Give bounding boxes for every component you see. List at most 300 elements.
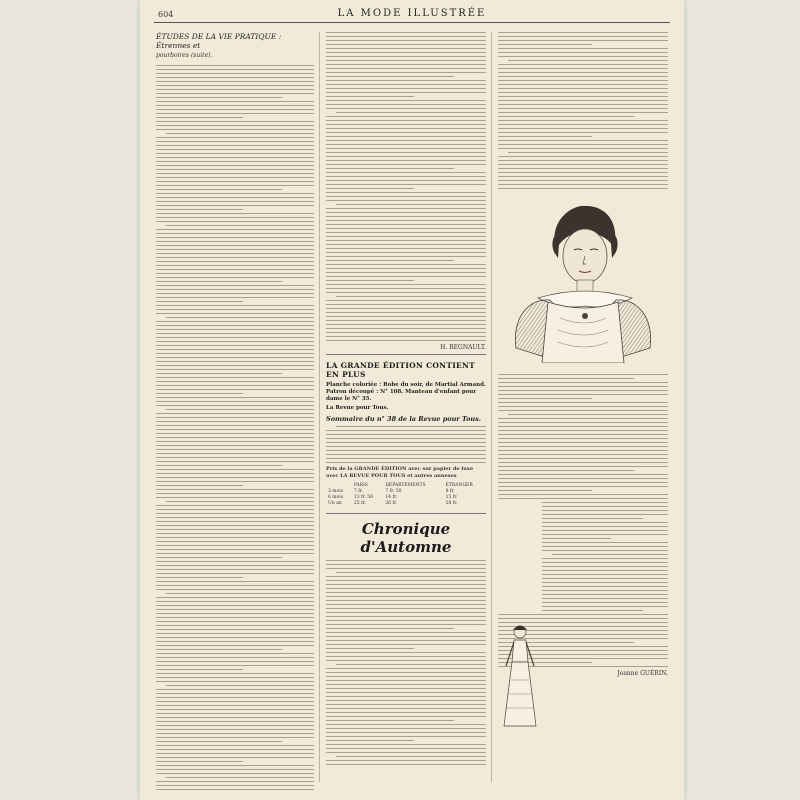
text-line (156, 365, 314, 366)
text-line (156, 377, 314, 378)
text-line (498, 450, 668, 451)
text-line (326, 446, 486, 447)
text-line (166, 685, 314, 686)
text-line (156, 673, 314, 674)
text-line (326, 120, 486, 121)
text-line (326, 188, 414, 189)
text-line (498, 390, 668, 391)
text-line (156, 265, 314, 266)
text-line (498, 486, 668, 487)
sommaire-text (326, 426, 486, 463)
text-line (156, 217, 314, 218)
text-line (498, 88, 668, 89)
text-line (326, 36, 486, 37)
text-line (498, 108, 668, 109)
text-line (326, 100, 486, 101)
text-line (156, 313, 314, 314)
article-subheading: pourboires (suite). (156, 52, 213, 59)
text-line (156, 605, 314, 606)
text-line (156, 185, 314, 186)
text-line (156, 421, 314, 422)
text-line (542, 514, 668, 515)
text-line (326, 616, 486, 617)
price-cell: 3 mois (328, 489, 344, 494)
text-line (498, 112, 668, 113)
text-line (156, 669, 243, 670)
text-line (156, 689, 314, 690)
text-line (166, 225, 314, 226)
text-line (326, 256, 486, 257)
text-line (326, 300, 486, 301)
text-line (326, 744, 486, 745)
text-line (156, 245, 314, 246)
text-line (156, 453, 314, 454)
text-line (156, 541, 314, 542)
text-line (326, 116, 486, 117)
text-line (156, 693, 314, 694)
text-line (156, 201, 314, 202)
text-line (542, 538, 611, 539)
text-line (326, 732, 486, 733)
text-line (326, 332, 486, 333)
text-line (156, 417, 314, 418)
text-line (326, 84, 486, 85)
price-header-cell: DÉPARTEMENTS (385, 483, 426, 488)
sommaire-title: Sommaire du n° 38 de la Revue pour Tous. (326, 415, 482, 423)
page-number: 604 (158, 10, 174, 19)
text-line (156, 105, 314, 106)
text-line (326, 64, 486, 65)
text-line (508, 152, 668, 153)
article-body-text (156, 65, 314, 790)
text-line (498, 180, 668, 181)
text-line (542, 602, 668, 603)
text-line (498, 184, 668, 185)
left-column (156, 32, 314, 793)
text-line (326, 640, 486, 641)
text-line (326, 156, 486, 157)
price-cell: 6 mois (328, 495, 344, 500)
text-line (326, 676, 486, 677)
text-line (326, 458, 486, 459)
text-line (498, 52, 668, 53)
price-cell: 25 fr. (353, 501, 366, 506)
text-line (156, 145, 314, 146)
text-line (156, 89, 314, 90)
text-line (156, 677, 314, 678)
text-line (156, 737, 314, 738)
text-line (326, 596, 486, 597)
text-line (498, 32, 668, 33)
text-line (326, 212, 486, 213)
text-line (156, 761, 243, 762)
text-line (156, 373, 282, 374)
text-line (498, 442, 668, 443)
text-line (156, 425, 314, 426)
text-line (498, 68, 668, 69)
text-line (498, 76, 668, 77)
text-line (156, 585, 314, 586)
text-line (156, 645, 314, 646)
text-line (498, 48, 668, 49)
price-cell: 8 fr. (445, 489, 455, 494)
text-line (156, 385, 314, 386)
text-line (156, 333, 314, 334)
text-line (156, 561, 314, 562)
text-line (326, 180, 486, 181)
text-line (326, 736, 486, 737)
text-line (156, 565, 314, 566)
text-line (156, 309, 314, 310)
text-line (156, 221, 314, 222)
text-line (326, 200, 486, 201)
text-line (156, 445, 314, 446)
text-line (326, 308, 486, 309)
text-line (156, 69, 314, 70)
text-line (156, 401, 314, 402)
text-line (498, 434, 668, 435)
text-line (156, 165, 314, 166)
text-line (156, 589, 314, 590)
text-line (326, 48, 486, 49)
text-line (498, 490, 592, 491)
text-line (156, 517, 314, 518)
text-line (156, 753, 314, 754)
text-line (156, 257, 314, 258)
text-line (542, 562, 668, 563)
text-line (156, 461, 314, 462)
text-line (156, 465, 282, 466)
text-line (156, 197, 314, 198)
text-line (156, 381, 314, 382)
text-line (166, 317, 314, 318)
text-line (156, 601, 314, 602)
woman-portrait-illustration (508, 198, 658, 363)
text-line (542, 598, 668, 599)
text-line (326, 620, 486, 621)
text-line (542, 530, 668, 531)
text-line (498, 144, 668, 145)
text-line (498, 96, 668, 97)
text-line (498, 426, 668, 427)
text-line (326, 680, 486, 681)
text-line (326, 704, 486, 705)
text-line (498, 462, 668, 463)
text-line (156, 137, 314, 138)
text-line (498, 478, 668, 479)
text-line (166, 593, 314, 594)
text-line (326, 288, 486, 289)
text-line (326, 144, 486, 145)
text-line (156, 709, 314, 710)
text-line (542, 522, 668, 523)
text-line (156, 665, 314, 666)
text-line (156, 613, 314, 614)
text-line (336, 664, 486, 665)
text-line (326, 128, 486, 129)
text-line (326, 60, 486, 61)
text-line (326, 280, 414, 281)
text-line (498, 446, 668, 447)
text-line (326, 688, 486, 689)
text-line (336, 112, 486, 113)
text-line (326, 454, 486, 455)
text-line (156, 117, 243, 118)
grande-edition-title: LA GRANDE ÉDITION CONTIENT EN PLUS (326, 361, 476, 379)
text-line (156, 125, 314, 126)
text-line (156, 617, 314, 618)
text-line (326, 648, 414, 649)
text-line (498, 482, 668, 483)
price-cell: Un an (328, 501, 342, 506)
text-line (498, 378, 634, 379)
text-line (156, 405, 314, 406)
text-line (498, 168, 668, 169)
text-line (498, 618, 668, 619)
price-header-cell: PARIS (353, 483, 369, 488)
text-line (326, 764, 486, 765)
text-line (326, 176, 486, 177)
text-line (326, 312, 486, 313)
text-line (156, 553, 314, 554)
text-line (326, 316, 486, 317)
text-line (156, 577, 243, 578)
text-line (156, 209, 243, 210)
text-line (156, 477, 314, 478)
text-line (326, 252, 486, 253)
text-line (156, 293, 314, 294)
text-line (498, 172, 668, 173)
text-line (326, 40, 486, 41)
price-table-row (326, 501, 486, 507)
text-line (542, 570, 668, 571)
text-line (498, 438, 668, 439)
text-line (156, 509, 314, 510)
price-cell: 14 fr. (385, 495, 398, 500)
column-divider (491, 32, 492, 782)
revue-line: La Revue pour Tous. (326, 405, 389, 411)
text-line (326, 224, 486, 225)
text-line (156, 213, 314, 214)
text-line (552, 554, 668, 555)
text-line (498, 148, 668, 149)
text-line (542, 502, 668, 503)
text-line (156, 321, 314, 322)
text-line (326, 728, 486, 729)
text-line (156, 149, 314, 150)
text-line (156, 725, 314, 726)
text-line (156, 305, 314, 306)
text-line (156, 573, 314, 574)
text-line (156, 97, 282, 98)
text-line (542, 518, 643, 519)
text-line (156, 697, 314, 698)
text-line (498, 132, 668, 133)
text-line (542, 586, 668, 587)
magazine-title: LA MODE ILLUSTRÉE (337, 8, 487, 19)
text-line (542, 510, 668, 511)
text-line (156, 457, 314, 458)
text-line (326, 52, 486, 53)
text-line (156, 513, 314, 514)
text-line (156, 85, 314, 86)
text-line (156, 273, 314, 274)
middle-column (326, 32, 486, 768)
text-line (542, 550, 668, 551)
text-line (156, 93, 314, 94)
text-line (156, 449, 314, 450)
text-line (156, 469, 314, 470)
text-line (156, 65, 314, 66)
text-line (156, 161, 314, 162)
text-line (326, 192, 486, 193)
text-line (542, 566, 668, 567)
text-line (156, 629, 314, 630)
text-line (326, 136, 486, 137)
text-line (326, 320, 486, 321)
text-line (498, 128, 668, 129)
text-line (498, 498, 668, 499)
text-line (156, 129, 314, 130)
text-line (498, 394, 668, 395)
text-line (156, 433, 314, 434)
text-line (326, 720, 454, 721)
text-line (326, 240, 486, 241)
text-line (156, 393, 243, 394)
text-line (498, 36, 668, 37)
text-line (508, 414, 668, 415)
text-line (156, 681, 314, 682)
text-line (156, 121, 314, 122)
text-line (326, 164, 486, 165)
text-line (326, 304, 486, 305)
patron-line: Patron découpé : N° 108. Manteau d'enfant pour dame le N° 35. (326, 389, 477, 402)
text-line (498, 176, 668, 177)
text-line (336, 756, 486, 757)
text-line (542, 594, 668, 595)
text-line (326, 588, 486, 589)
price-cell: 13 fr. 50 (353, 495, 373, 500)
text-line (542, 590, 668, 591)
text-line (156, 781, 314, 782)
text-line (326, 88, 486, 89)
text-line (326, 284, 486, 285)
text-line (156, 637, 314, 638)
text-line (156, 729, 314, 730)
text-line (156, 505, 314, 506)
text-line (156, 345, 314, 346)
right-body-text-mid (498, 374, 668, 499)
text-line (156, 249, 314, 250)
text-line (498, 494, 668, 495)
text-line (498, 454, 668, 455)
text-line (156, 261, 314, 262)
text-line (156, 349, 314, 350)
text-line (156, 297, 314, 298)
text-line (156, 657, 314, 658)
magazine-page (140, 0, 684, 800)
text-line (156, 389, 314, 390)
text-line (156, 545, 314, 546)
text-line (326, 740, 414, 741)
text-line (156, 113, 314, 114)
text-line (326, 442, 486, 443)
text-line (326, 148, 486, 149)
text-line (326, 32, 486, 33)
text-line (156, 597, 314, 598)
text-line (326, 430, 486, 431)
text-line (498, 458, 668, 459)
text-line (326, 336, 486, 337)
text-line (326, 196, 486, 197)
text-line (166, 133, 314, 134)
text-line (326, 438, 486, 439)
text-line (326, 68, 486, 69)
price-cell: 7 fr. 50 (385, 489, 402, 494)
article-heading-main: ÉTUDES DE LA VIE PRATIQUE (156, 32, 277, 41)
text-line (542, 578, 668, 579)
text-line (156, 653, 314, 654)
text-line (336, 296, 486, 297)
text-line (542, 542, 668, 543)
text-line (156, 253, 314, 254)
text-line (326, 236, 486, 237)
text-line (156, 489, 314, 490)
price-header-cell: ÉTRANGER (445, 483, 473, 488)
text-line (156, 785, 314, 786)
text-line (156, 81, 314, 82)
text-line (156, 229, 314, 230)
text-line (326, 76, 454, 77)
text-line (326, 292, 486, 293)
text-line (326, 268, 486, 269)
text-line (156, 533, 314, 534)
text-line (326, 220, 486, 221)
text-line (498, 382, 668, 383)
text-line (326, 584, 486, 585)
text-line (498, 80, 668, 81)
text-line (326, 80, 486, 81)
text-line (156, 649, 282, 650)
right-body-text-wrap (542, 502, 668, 611)
text-line (156, 237, 314, 238)
text-line (498, 474, 668, 475)
text-line (498, 44, 592, 45)
text-line (156, 701, 314, 702)
text-line (156, 705, 314, 706)
text-line (326, 604, 486, 605)
text-line (156, 537, 314, 538)
price-cell: 7 fr. (353, 489, 363, 494)
text-line (498, 116, 634, 117)
text-line (542, 526, 668, 527)
text-line (156, 241, 314, 242)
header-rule (154, 22, 670, 23)
text-line (498, 398, 592, 399)
chronique-title: Chronique d'Automne (360, 520, 452, 556)
text-line (542, 506, 668, 507)
text-line (166, 409, 314, 410)
chronique-body-text (326, 560, 486, 765)
text-line (156, 141, 314, 142)
text-line (156, 569, 314, 570)
text-line (326, 716, 486, 717)
text-line (498, 120, 668, 121)
text-line (156, 493, 314, 494)
text-line (326, 272, 486, 273)
text-line (498, 64, 668, 65)
text-line (542, 574, 668, 575)
